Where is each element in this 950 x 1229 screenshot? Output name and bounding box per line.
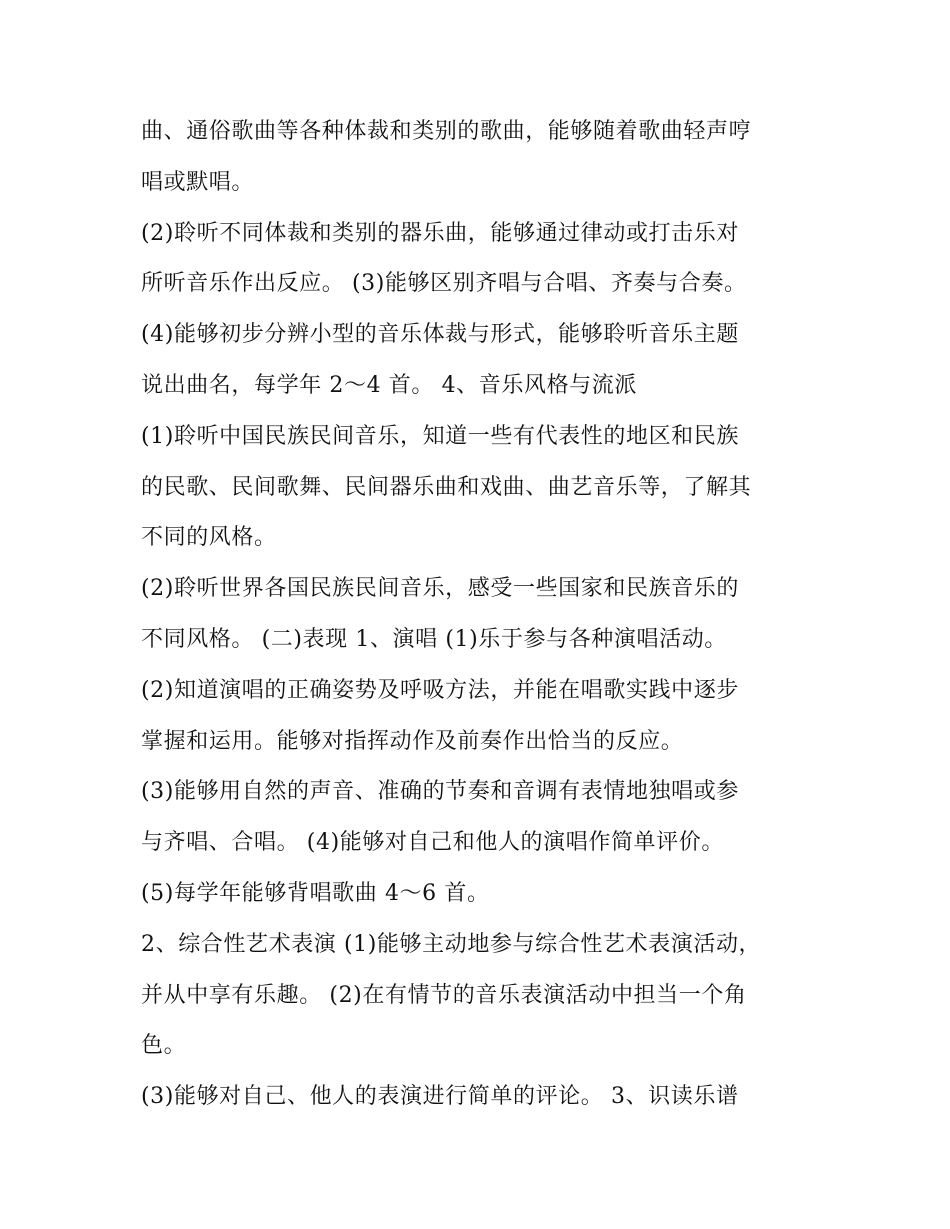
text-line: 不同的风格。 bbox=[141, 525, 277, 551]
text-line: 说出曲名，每学年 2～4 首。 4、音乐风格与流派 bbox=[141, 372, 637, 398]
body-text bbox=[141, 107, 821, 1123]
text-line: (3)能够对自己、他人的表演进行简单的评论。 3、识读乐谱 bbox=[141, 1084, 739, 1110]
text-line: 唱或默唱。 bbox=[141, 169, 255, 195]
text-line: (2)知道演唱的正确姿势及呼吸方法，并能在唱歌实践中逐步 bbox=[141, 677, 739, 703]
text-line: (4)能够初步分辨小型的音乐体裁与形式，能够聆听音乐主题 bbox=[141, 322, 739, 348]
text-line: (2)聆听不同体裁和类别的器乐曲，能够通过律动或打击乐对 bbox=[141, 220, 739, 246]
text-line: 曲、通俗歌曲等各种体裁和类别的歌曲，能够随着歌曲轻声哼 bbox=[141, 119, 752, 144]
text-line: 色。 bbox=[141, 1033, 187, 1059]
text-line: (3)能够用自然的声音、准确的节奏和音调有表情地独唱或参 bbox=[141, 779, 739, 805]
text-line: 与齐唱、合唱。 (4)能够对自己和他人的演唱作简单评价。 bbox=[141, 830, 724, 856]
text-line: 的民歌、民间歌舞、民间器乐曲和戏曲、曲艺音乐等，了解其 bbox=[141, 474, 752, 500]
text-line: 2、综合性艺术表演 (1)能够主动地参与综合性艺术表演活动， bbox=[141, 931, 762, 957]
text-line: (2)聆听世界各国民族民间音乐，感受一些国家和民族音乐的 bbox=[141, 576, 739, 602]
text-line: 并从中享有乐趣。 (2)在有情节的音乐表演活动中担当一个角 bbox=[141, 982, 747, 1008]
text-line: 所听音乐作出反应。 (3)能够区别齐唱与合唱、齐奏与合奏。 bbox=[141, 271, 747, 297]
text-line: 掌握和运用。能够对指挥动作及前奏作出恰当的反应。 bbox=[141, 728, 684, 754]
text-line: 不同风格。 (二)表现 1、演唱 (1)乐于参与各种演唱活动。 bbox=[141, 626, 727, 652]
text-line: (1)聆听中国民族民间音乐，知道一些有代表性的地区和民族 bbox=[141, 423, 739, 449]
text-line: (5)每学年能够背唱歌曲 4～6 首。 bbox=[141, 880, 490, 906]
